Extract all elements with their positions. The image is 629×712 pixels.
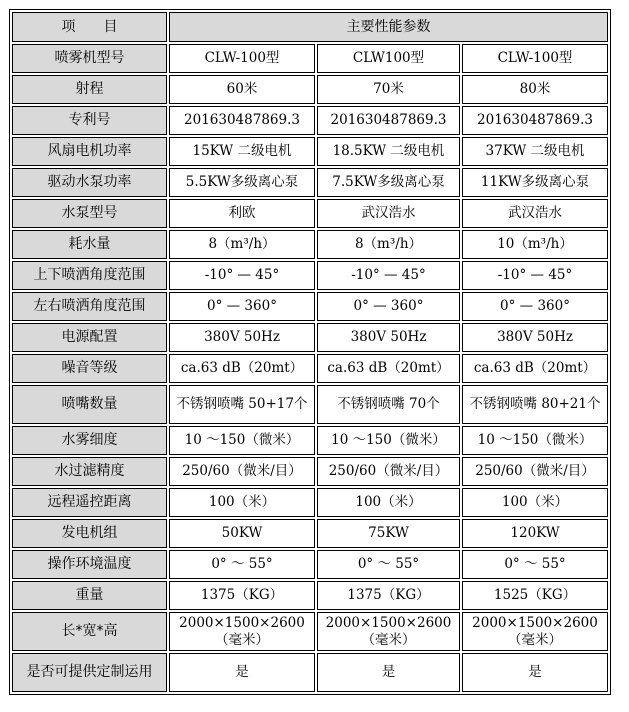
row-value-col1: 是 <box>169 653 315 692</box>
row-value-col3: 2000×1500×2600（毫米） <box>462 612 608 651</box>
row-value-col1: 50KW <box>169 519 315 548</box>
table-row-horizontal-angle <box>12 292 608 321</box>
row-value-col2: 8（m³/h） <box>317 230 460 259</box>
row-label: 电源配置 <box>12 323 167 352</box>
row-label: 水雾细度 <box>12 426 167 455</box>
row-value-col3: 10（m³/h） <box>462 230 608 259</box>
row-label: 上下喷洒角度范围 <box>12 261 167 290</box>
row-value-col2: 2000×1500×2600（毫米） <box>317 612 460 651</box>
table-row-dimensions <box>12 612 608 651</box>
row-value-col3: 不锈钢喷嘴 80+21个 <box>462 385 608 424</box>
row-value-col2: 0° — 360° <box>317 292 460 321</box>
row-label: 喷嘴数量 <box>12 385 167 424</box>
row-label: 是否可提供定制运用 <box>12 653 167 692</box>
row-value-col3: -10° — 45° <box>462 261 608 290</box>
table-row-fan-motor-power <box>12 137 608 166</box>
spec-table <box>9 9 611 695</box>
table-row-patent <box>12 106 608 135</box>
row-value-col1: 380V 50Hz <box>169 323 315 352</box>
row-value-col2: 武汉浩水 <box>317 199 460 228</box>
row-value-col1: 100（米） <box>169 488 315 517</box>
row-value-col2: 不锈钢喷嘴 70个 <box>317 385 460 424</box>
table-row-customizable <box>12 653 608 692</box>
row-value-col1: 0° — 360° <box>169 292 315 321</box>
row-value-col3: 250/60（微米/目） <box>462 457 608 486</box>
row-label: 耗水量 <box>12 230 167 259</box>
row-label: 发电机组 <box>12 519 167 548</box>
row-value-col1: 10 ～150（微米） <box>169 426 315 455</box>
row-value-col3: 80米 <box>462 75 608 104</box>
row-value-col3: 是 <box>462 653 608 692</box>
row-value-col2: 18.5KW 二级电机 <box>317 137 460 166</box>
row-value-col3: 201630487869.3 <box>462 106 608 135</box>
row-value-col2: 201630487869.3 <box>317 106 460 135</box>
row-label: 风扇电机功率 <box>12 137 167 166</box>
table-row-power-supply <box>12 323 608 352</box>
table-row-water-consumption <box>12 230 608 259</box>
row-value-col2: 100（米） <box>317 488 460 517</box>
row-label: 噪音等级 <box>12 354 167 383</box>
table-row-vertical-angle <box>12 261 608 290</box>
row-value-col2: 0° ～ 55° <box>317 550 460 579</box>
row-value-col1: 60米 <box>169 75 315 104</box>
row-value-col1: 利欧 <box>169 199 315 228</box>
table-row-weight <box>12 581 608 610</box>
row-label: 水过滤精度 <box>12 457 167 486</box>
row-value-col2: -10° — 45° <box>317 261 460 290</box>
row-value-col3: 37KW 二级电机 <box>462 137 608 166</box>
table-row-mist-fineness <box>12 426 608 455</box>
row-value-col3: 10 ～150（微米） <box>462 426 608 455</box>
row-value-col3: ca.63 dB（20mt） <box>462 354 608 383</box>
row-label: 驱动水泵功率 <box>12 168 167 197</box>
table-row-filter-precision <box>12 457 608 486</box>
row-value-col1: 不锈钢喷嘴 50+17个 <box>169 385 315 424</box>
row-value-col2: 10 ～150（微米） <box>317 426 460 455</box>
row-value-col1: 15KW 二级电机 <box>169 137 315 166</box>
table-row-pump-power <box>12 168 608 197</box>
table-row-remote-distance <box>12 488 608 517</box>
row-value-col1: 250/60（微米/目） <box>169 457 315 486</box>
table-row-noise-level <box>12 354 608 383</box>
table-row-pump-model <box>12 199 608 228</box>
row-value-col1: -10° — 45° <box>169 261 315 290</box>
header-row <box>12 12 608 42</box>
row-value-col3: 11KW多级离心泵 <box>462 168 608 197</box>
row-value-col2: 70米 <box>317 75 460 104</box>
row-value-col2: 380V 50Hz <box>317 323 460 352</box>
row-label: 水泵型号 <box>12 199 167 228</box>
row-value-col2: CLW100型 <box>317 44 460 73</box>
row-value-col1: 8（m³/h） <box>169 230 315 259</box>
row-label: 远程遥控距离 <box>12 488 167 517</box>
row-label: 射程 <box>12 75 167 104</box>
row-value-col3: 0° — 360° <box>462 292 608 321</box>
row-value-col1: 201630487869.3 <box>169 106 315 135</box>
row-value-col3: 120KW <box>462 519 608 548</box>
row-label: 左右喷洒角度范围 <box>12 292 167 321</box>
table-row-nozzle-count <box>12 385 608 424</box>
row-value-col3: CLW-100型 <box>462 44 608 73</box>
row-value-col3: 0° ～ 55° <box>462 550 608 579</box>
row-label: 重量 <box>12 581 167 610</box>
table-row-generator <box>12 519 608 548</box>
row-label: 长*宽*高 <box>12 612 167 651</box>
row-value-col3: 380V 50Hz <box>462 323 608 352</box>
row-value-col1: 2000×1500×2600（毫米） <box>169 612 315 651</box>
header-item: 项 目 <box>12 12 167 42</box>
row-value-col2: ca.63 dB（20mt） <box>317 354 460 383</box>
row-label: 操作环境温度 <box>12 550 167 579</box>
row-value-col1: ca.63 dB（20mt） <box>169 354 315 383</box>
header-main-params: 主要性能参数 <box>169 12 608 42</box>
table-row-range <box>12 75 608 104</box>
table-row-model <box>12 44 608 73</box>
row-value-col2: 75KW <box>317 519 460 548</box>
table-body <box>12 12 608 692</box>
row-value-col3: 武汉浩水 <box>462 199 608 228</box>
row-value-col1: CLW-100型 <box>169 44 315 73</box>
row-value-col2: 250/60（微米/目） <box>317 457 460 486</box>
row-value-col1: 5.5KW多级离心泵 <box>169 168 315 197</box>
row-value-col2: 是 <box>317 653 460 692</box>
row-value-col1: 0° ～ 55° <box>169 550 315 579</box>
table-row-operating-temperature <box>12 550 608 579</box>
row-label: 喷雾机型号 <box>12 44 167 73</box>
row-value-col3: 1525（KG） <box>462 581 608 610</box>
row-label: 专利号 <box>12 106 167 135</box>
row-value-col2: 1375（KG） <box>317 581 460 610</box>
row-value-col3: 100（米） <box>462 488 608 517</box>
row-value-col1: 1375（KG） <box>169 581 315 610</box>
row-value-col2: 7.5KW多级离心泵 <box>317 168 460 197</box>
